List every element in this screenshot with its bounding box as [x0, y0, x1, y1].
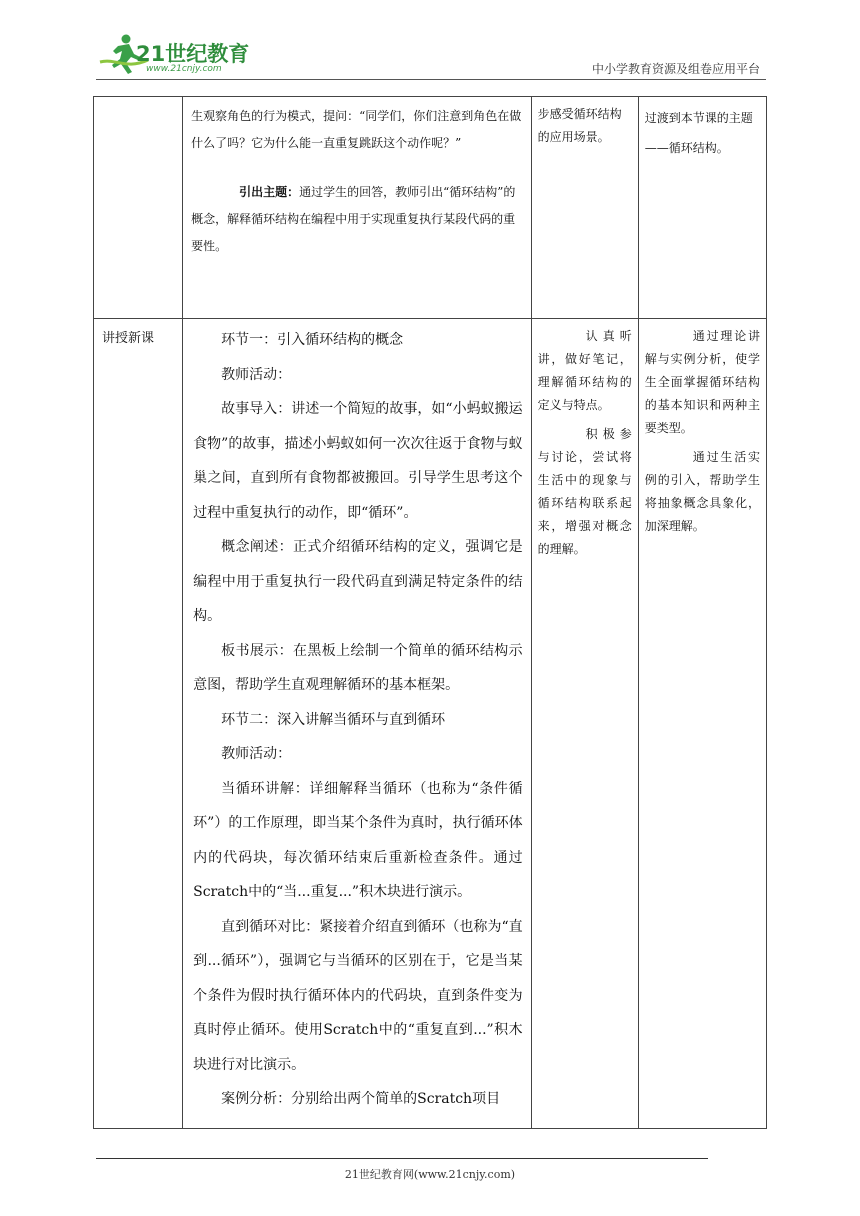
student-activity-text: 认真听讲，做好笔记，理解循环结构的定义与特点。	[537, 329, 632, 412]
paragraph: 直到循环对比：紧接着介绍直到循环（也称为“直到...循环”），强调它与当循环的区别在于，它是当某个条件为假时执行循环体内的代码块，直到条件变为真时停止循环。使用Scratch中的“重复直到...”积木块进行对比演示。	[193, 918, 523, 1073]
lead-topic-text: 通过学生的回答，教师引出“循环结构”的概念，解释循环结构在编程中用于实现重复执行某段代码的重要性。	[191, 185, 516, 253]
paragraph: 教师活动：	[221, 746, 292, 762]
design-intent-text: 通过生活实例的引入，帮助学生将抽象概念具象化，加深理解。	[644, 450, 760, 533]
logo-url: www.21cnjy.com	[146, 64, 222, 74]
page-footer: 21世纪教育网(www.21cnjy.com)	[344, 1168, 516, 1181]
paragraph: 板书展示：在黑板上绘制一个简单的循环结构示意图，帮助学生直观理解循环的基本框架。	[193, 642, 523, 693]
student-activity-text: 步感受循环结构的应用场景。	[537, 107, 622, 144]
stage-cell-empty	[94, 97, 183, 319]
stage-label-cell	[94, 319, 183, 1129]
header-divider	[96, 79, 766, 80]
design-intent-cell	[638, 97, 766, 319]
student-activity-text: 积极参与讨论，尝试将生活中的现象与循环结构联系起来，增强对概念的理解。	[537, 427, 632, 556]
footer-divider	[96, 1158, 708, 1159]
teacher-activity-cell	[183, 97, 532, 319]
student-activity-cell	[531, 97, 638, 319]
paragraph: 教师活动：	[221, 366, 292, 383]
student-activity-cell	[531, 319, 638, 1129]
lead-topic-label: 引出主题：	[239, 185, 300, 199]
logo-text: 21世纪教育	[136, 42, 250, 66]
paragraph: 环节一：引入循环结构的概念	[221, 332, 404, 348]
teacher-activity-cell	[183, 319, 532, 1129]
platform-title: 中小学教育资源及组卷应用平台	[591, 62, 760, 76]
table-row	[94, 97, 767, 319]
design-intent-text: 过渡到本节课的主题——循环结构。	[644, 111, 753, 155]
paragraph: 故事导入：讲述一个简短的故事，如“小蚂蚁搬运食物”的故事，描述小蚂蚁如何一次次往返于食物与蚁巢之间，直到所有食物都被搬回。引导学生思考这个过程中重复执行的动作，即“循环”。	[193, 401, 523, 521]
stage-label: 讲授新课	[102, 331, 155, 346]
paragraph: 概念阐述：正式介绍循环结构的定义，强调它是编程中用于重复执行一段代码直到满足特定条件的结构。	[193, 539, 523, 624]
design-intent-text: 通过理论讲解与实例分析，使学生全面掌握循环结构的基本知识和两种主要类型。	[644, 329, 760, 435]
paragraph: 环节二：深入讲解当循环与直到循环	[221, 711, 446, 728]
lesson-plan-table	[93, 96, 767, 1129]
design-intent-cell	[638, 319, 766, 1129]
paragraph: 当循环讲解：详细解释当循环（也称为“条件循环”）的工作原理，即当某个条件为真时，执行循环体内的代码块，每次循环结束后重新检查条件。通过Scratch中的“当...重复...”积木块进行演示。	[193, 780, 523, 900]
teacher-activity-text: 生观察角色的行为模式，提问：“同学们，你们注意到角色在做什么了吗？它为什么能一直重复跳跃这个动作呢？”	[191, 109, 522, 150]
page-header	[0, 0, 860, 90]
table-row	[94, 319, 767, 1129]
paragraph: 案例分析：分别给出两个简单的Scratch项目	[221, 1091, 501, 1107]
lead-topic-paragraph	[191, 179, 523, 260]
